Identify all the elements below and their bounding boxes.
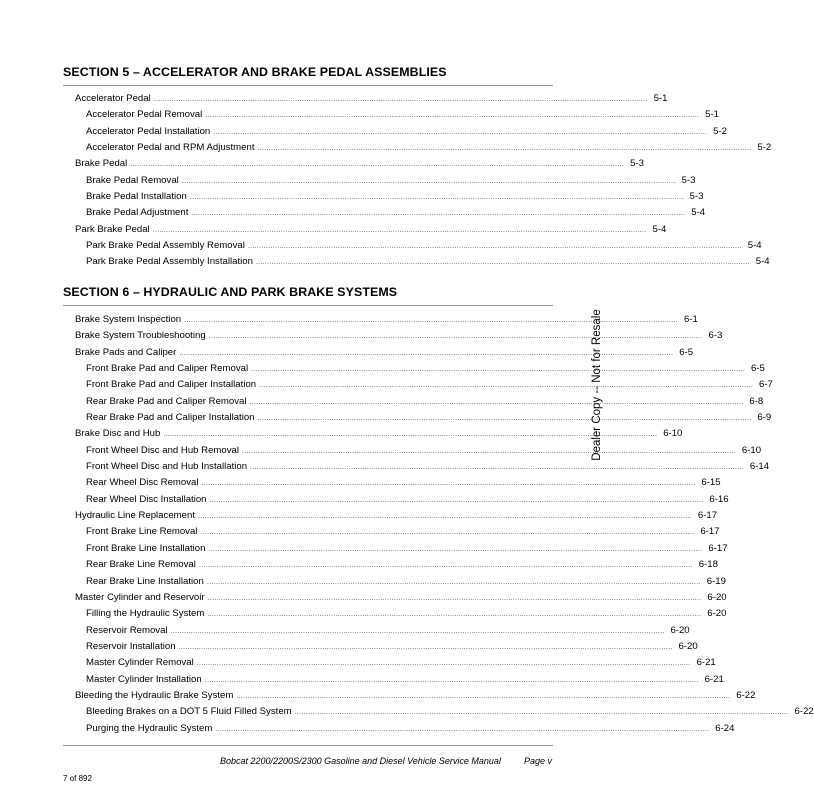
- toc-entry[interactable]: [75, 189, 704, 205]
- toc-entry-label: Park Brake Pedal Assembly Removal: [86, 240, 245, 252]
- toc-dot-leader: ............................................................................................................................................................................................................................: [251, 366, 745, 374]
- toc-entry-label: Brake Pedal: [75, 158, 128, 170]
- toc-entry-page: 6-5: [750, 363, 765, 375]
- toc-entry-label: Accelerator Pedal Installation: [86, 125, 211, 137]
- toc-entry-page: 5-1: [705, 109, 719, 121]
- toc-dot-leader: ............................................................................................................................................................................................................................: [178, 643, 673, 651]
- toc-entry-label: Rear Brake Line Installation: [86, 575, 204, 587]
- toc-entry-label: Brake System Inspection: [75, 314, 182, 325]
- toc-dot-leader: ............................................................................................................................................................................................................................: [130, 161, 625, 169]
- toc-entry-label: Purging the Hydraulic System: [86, 722, 213, 734]
- toc-entry-label: Park Brake Pedal Assembly Installation: [86, 256, 253, 268]
- toc-dot-leader: ............................................................................................................................................................................................................................: [189, 194, 684, 202]
- toc-dot-leader: ............................................................................................................................................................................................................................: [153, 96, 648, 103]
- toc-dot-leader: ............................................................................................................................................................................................................................: [198, 562, 693, 570]
- toc-entry-page: 6-20: [670, 624, 690, 636]
- toc-entry-label: Front Wheel Disc and Hub Installation: [86, 461, 248, 473]
- footer-page-number: Page v: [524, 756, 553, 766]
- toc-entry-page: 6-3: [708, 330, 723, 342]
- toc-dot-leader: ............................................................................................................................................................................................................................: [208, 333, 703, 341]
- toc-dot-leader: ............................................................................................................................................................................................................................: [170, 627, 665, 635]
- toc-entry[interactable]: [75, 459, 770, 475]
- toc-entry-page: 6-21: [696, 657, 716, 669]
- toc-dot-leader: ............................................................................................................................................................................................................................: [213, 128, 708, 136]
- toc-dot-leader: ............................................................................................................................................................................................................................: [197, 513, 692, 521]
- document-page-count: 7 of 892: [63, 774, 92, 783]
- toc-entry-page: 6-17: [708, 542, 728, 554]
- toc-entry-page: 5-4: [747, 240, 762, 252]
- toc-entry-page: 6-24: [715, 722, 735, 734]
- toc-entry-label: Hydraulic Line Replacement: [75, 510, 195, 522]
- toc-entry[interactable]: [75, 328, 723, 344]
- dealer-copy-watermark: Dealer Copy -- Not for Resale: [591, 309, 603, 461]
- toc-entry-page: 6-10: [663, 428, 683, 440]
- toc-dot-leader: ............................................................................................................................................................................................................................: [215, 725, 710, 733]
- toc-entry-page: 6-20: [707, 591, 727, 603]
- toc-entry-label: Front Wheel Disc and Hub Removal: [86, 444, 240, 456]
- toc-entry-page: 6-14: [749, 461, 770, 473]
- toc-entry-label: Front Brake Line Installation: [86, 542, 206, 554]
- toc-entry[interactable]: [75, 426, 683, 442]
- toc-dot-leader: ............................................................................................................................................................................................................................: [181, 177, 676, 185]
- toc-dot-leader: ............................................................................................................................................................................................................................: [259, 382, 753, 390]
- toc-entry-label: Park Brake Pedal: [75, 223, 150, 235]
- toc-entry-label: Bleeding the Hydraulic Brake System: [75, 689, 234, 701]
- toc-entry[interactable]: [75, 91, 668, 107]
- toc-entry-label: Rear Brake Pad and Caliper Installation: [86, 412, 255, 424]
- toc-entry[interactable]: [75, 140, 772, 156]
- toc-entry[interactable]: [75, 312, 698, 328]
- toc-entry[interactable]: [75, 574, 726, 590]
- toc-entry-label: Front Brake Pad and Caliper Removal: [86, 363, 249, 375]
- toc-dot-leader: ............................................................................................................................................................................................................................: [207, 594, 702, 602]
- toc-entry-label: Accelerator Pedal: [75, 93, 151, 104]
- toc-entry[interactable]: [75, 655, 716, 671]
- toc-entry-label: Brake Pedal Installation: [86, 191, 187, 203]
- toc-dot-leader: ............................................................................................................................................................................................................................: [205, 112, 700, 120]
- toc-entry-page: 6-8: [749, 395, 764, 407]
- section-5-title: SECTION 5 – ACCELERATOR AND BRAKE PEDAL ASSEMBLIES: [63, 65, 447, 79]
- toc-entry-label: Accelerator Pedal Removal: [86, 109, 203, 121]
- toc-entry[interactable]: [75, 721, 735, 737]
- toc-entry[interactable]: [75, 238, 762, 254]
- toc-entry-label: Front Brake Line Removal: [86, 526, 198, 538]
- toc-entry-page: 6-20: [678, 640, 698, 652]
- toc-entry[interactable]: [75, 639, 698, 655]
- toc-entry-page: 6-22: [794, 706, 814, 718]
- toc-entry[interactable]: [75, 377, 773, 393]
- toc-entry[interactable]: [75, 524, 720, 540]
- toc-entry[interactable]: [75, 394, 764, 410]
- toc-dot-leader: ............................................................................................................................................................................................................................: [204, 676, 699, 684]
- toc-dot-leader: ............................................................................................................................................................................................................................: [250, 464, 744, 472]
- toc-entry-page: 5-1: [653, 93, 668, 104]
- toc-entry[interactable]: [75, 541, 728, 557]
- footer-manual-title: Bobcat 2200/2200S/2300 Gasoline and Diesel Vehicle Service Manual: [220, 756, 501, 766]
- toc-dot-leader: ............................................................................................................................................................................................................................: [247, 243, 742, 251]
- toc-entry-label: Front Brake Pad and Caliper Installation: [86, 379, 257, 391]
- toc-entry-label: Brake Pedal Adjustment: [86, 207, 189, 219]
- toc-entry-page: 6-18: [698, 559, 718, 571]
- toc-dot-leader: ............................................................................................................................................................................................................................: [236, 692, 731, 700]
- toc-entry-label: Brake Pedal Removal: [86, 174, 179, 186]
- toc-entry[interactable]: [75, 205, 706, 221]
- toc-entry-label: Reservoir Installation: [86, 640, 176, 652]
- toc-dot-leader: ............................................................................................................................................................................................................................: [207, 611, 702, 619]
- toc-entry-page: 5-3: [681, 174, 696, 186]
- toc-entry-page: 6-20: [707, 608, 727, 620]
- toc-entry[interactable]: [75, 557, 718, 573]
- toc-entry-label: Bleeding Brakes on a DOT 5 Fluid Filled System: [86, 706, 292, 718]
- toc-dot-leader: ............................................................................................................................................................................................................................: [257, 415, 752, 423]
- toc-entry[interactable]: [75, 590, 727, 606]
- toc-entry-label: Rear Wheel Disc Installation: [86, 493, 207, 505]
- toc-entry-page: 6-22: [736, 689, 756, 701]
- toc-dot-leader: ............................................................................................................................................................................................................................: [209, 496, 704, 504]
- toc-entry[interactable]: [75, 361, 765, 377]
- toc-entry[interactable]: [75, 107, 719, 123]
- toc-entry-page: 5-2: [757, 142, 772, 154]
- toc-entry-page: 5-4: [652, 223, 667, 235]
- toc-dot-leader: ............................................................................................................................................................................................................................: [152, 226, 647, 234]
- toc-entry-page: 5-4: [755, 256, 770, 268]
- toc-entry-page: 5-4: [691, 207, 706, 219]
- toc-entry[interactable]: [75, 475, 721, 491]
- toc-entry[interactable]: [75, 606, 727, 622]
- toc-entry-page: 5-3: [630, 158, 644, 170]
- section-5-toc-list: [75, 91, 772, 271]
- toc-dot-leader: ............................................................................................................................................................................................................................: [255, 259, 750, 267]
- toc-entry-label: Reservoir Removal: [86, 624, 168, 636]
- toc-entry-page: 6-15: [701, 477, 721, 489]
- toc-entry-label: Rear Brake Pad and Caliper Removal: [86, 395, 247, 407]
- toc-entry-page: 6-17: [697, 510, 718, 522]
- toc-entry-label: Brake Pads and Caliper: [75, 346, 177, 358]
- toc-entry-label: Filling the Hydraulic System: [86, 608, 205, 620]
- toc-entry[interactable]: [75, 623, 690, 639]
- toc-entry[interactable]: [75, 410, 772, 426]
- toc-dot-leader: ............................................................................................................................................................................................................................: [206, 578, 701, 586]
- toc-dot-leader: ............................................................................................................................................................................................................................: [201, 480, 696, 488]
- toc-entry-label: Rear Brake Line Removal: [86, 559, 196, 571]
- toc-entry[interactable]: [75, 124, 727, 140]
- section-6-rule: [63, 305, 553, 306]
- toc-entry[interactable]: [75, 254, 770, 270]
- toc-dot-leader: ............................................................................................................................................................................................................................: [196, 660, 691, 668]
- toc-dot-leader: ............................................................................................................................................................................................................................: [179, 349, 674, 357]
- toc-entry-page: 6-19: [706, 575, 726, 587]
- toc-entry-label: Master Cylinder Installation: [86, 673, 202, 685]
- toc-dot-leader: ............................................................................................................................................................................................................................: [163, 431, 658, 439]
- toc-entry-label: Rear Wheel Disc Removal: [86, 477, 199, 489]
- toc-entry-page: 6-7: [758, 379, 773, 391]
- toc-entry[interactable]: [75, 173, 696, 189]
- toc-entry-page: 5-3: [689, 191, 704, 203]
- toc-entry-page: 6-17: [700, 526, 720, 538]
- toc-dot-leader: ............................................................................................................................................................................................................................: [294, 709, 789, 717]
- toc-entry-page: 6-9: [757, 412, 772, 424]
- toc-entry-page: 6-16: [709, 493, 729, 505]
- toc-dot-leader: ............................................................................................................................................................................................................................: [200, 529, 695, 537]
- toc-entry-page: 6-1: [683, 314, 698, 325]
- toc-entry[interactable]: [75, 443, 762, 459]
- toc-entry-page: 5-2: [713, 125, 727, 137]
- toc-entry-page: 6-21: [704, 673, 724, 685]
- toc-dot-leader: ............................................................................................................................................................................................................................: [249, 398, 744, 406]
- toc-dot-leader: ............................................................................................................................................................................................................................: [242, 447, 736, 455]
- toc-entry[interactable]: [75, 222, 667, 238]
- footer-rule: [63, 745, 553, 746]
- toc-dot-leader: ............................................................................................................................................................................................................................: [184, 317, 678, 324]
- toc-entry[interactable]: [75, 492, 729, 508]
- section-6-title: SECTION 6 – HYDRAULIC AND PARK BRAKE SYSTEMS: [63, 285, 398, 299]
- section-5-rule: [63, 85, 553, 86]
- toc-entry[interactable]: [75, 672, 724, 688]
- toc-dot-leader: ............................................................................................................................................................................................................................: [208, 545, 703, 553]
- toc-entry-label: Brake System Troubleshooting: [75, 330, 206, 342]
- toc-dot-leader: ............................................................................................................................................................................................................................: [191, 210, 686, 218]
- toc-entry-label: Accelerator Pedal and RPM Adjustment: [86, 142, 255, 154]
- toc-entry-label: Master Cylinder Removal: [86, 657, 194, 669]
- toc-entry[interactable]: [75, 345, 694, 361]
- toc-entry-page: 6-5: [679, 346, 694, 358]
- toc-dot-leader: ............................................................................................................................................................................................................................: [257, 145, 752, 153]
- toc-entry-label: Master Cylinder and Reservoir: [75, 591, 205, 603]
- toc-entry-page: 6-10: [741, 444, 762, 456]
- toc-entry[interactable]: [75, 508, 718, 524]
- toc-entry[interactable]: [75, 688, 756, 704]
- toc-entry[interactable]: [75, 156, 644, 172]
- toc-entry[interactable]: [75, 704, 814, 720]
- toc-entry-label: Brake Disc and Hub: [75, 428, 161, 440]
